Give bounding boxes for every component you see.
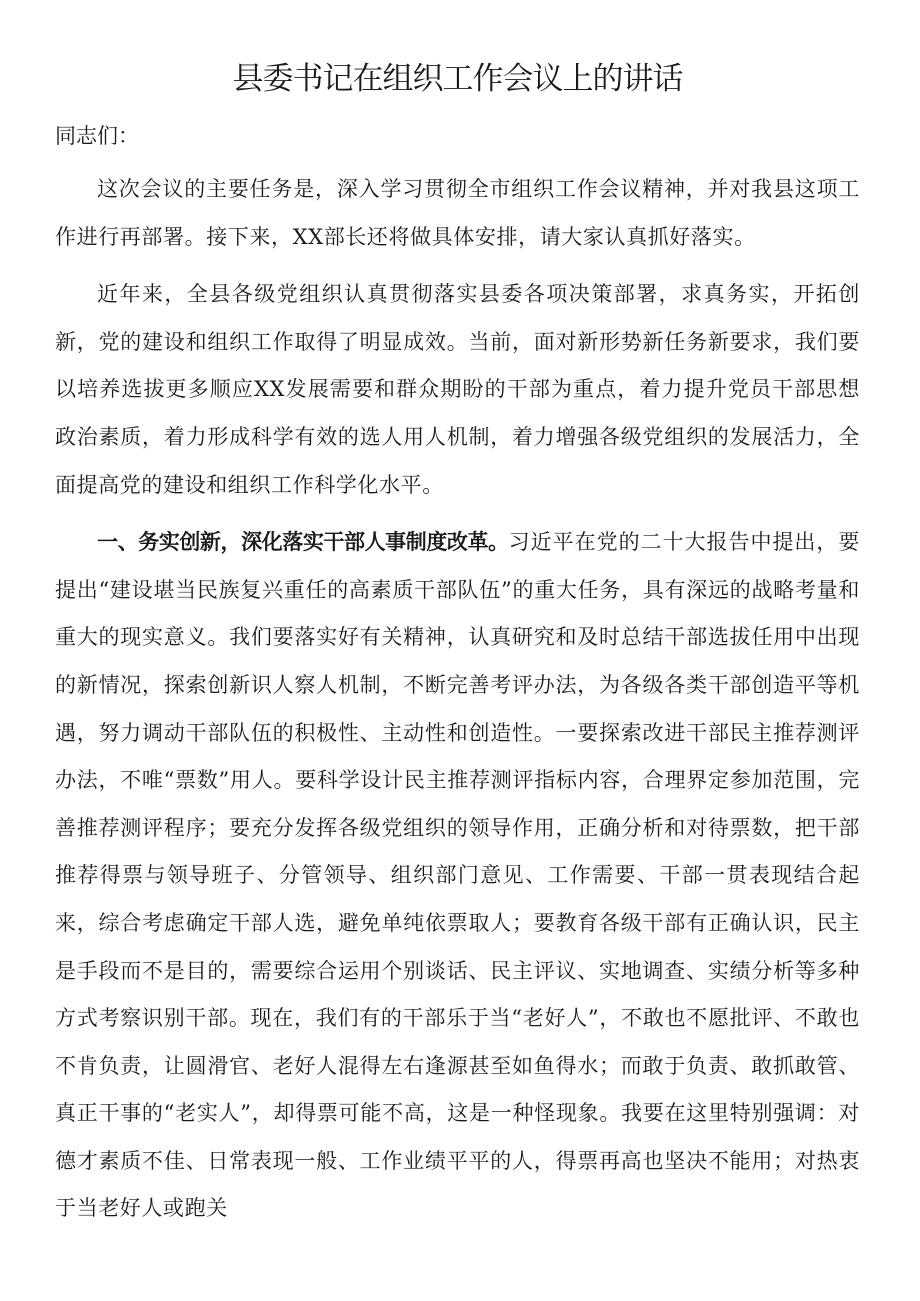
section-heading: 一、务实创新，深化落实干部人事制度改革。 bbox=[97, 530, 509, 555]
paragraph-text: 习近平在党的二十大报告中提出，要提出“建设堪当民族复兴重任的高素质干部队伍”的重大任务，具有深远的战略考量和重大的现实意义。我们要落实好有关精神，认真研究和及时总结干部选拔任用中出现的新情况，探索创新识人察人机制，不断完善考评办法，为各级各类干部创造平等机遇，努力调动干部队伍的积极性、主动性和创造性。一要探索改进干部民主推荐测评办法，不唯“票数”用人。要科学设计民主推荐测评指标内容，合理界定参加范围，完善推荐测评程序；要充分发挥各级党组织的领导作用，正确分析和对待票数，把干部推荐得票与领导班子、分管领导、组织部门意见、工作需要、干部一贯表现结合起来，综合考虑确定干部人选，避免单纯依票取人；要教育各级干部有正确认识，民主是手段而不是目的，需要综合运用个别谈话、民主评议、实地调查、实绩分析等多种方式考察识别干部。现在，我们有的干部乐于当“老好人”，不敢也不愿批评、不敢也不肯负责，让圆滑官、老好人混得左右逢源甚至如鱼得水；而敢于负责、敢抓敢管、真正干事的“老实人”，却得票可能不高，这是一种怪现象。我要在这里特别强调：对德才素质不佳、日常表现一般、工作业绩平平的人，得票再高也坚决不能用；对热衷于当老好人或跑关 bbox=[55, 530, 860, 1221]
paragraph-achievements bbox=[55, 271, 860, 509]
paragraph-section-one bbox=[55, 519, 860, 1233]
paragraph-text: 近年来，全县各级党组织认真贯彻落实县委各项决策部署，求真务实，开拓创新，党的建设和组织工作取得了明显成效。当前，面对新形势新任务新要求，我们要以培养选拔更多顺应XX发展需要和群众期盼的干部为重点，着力提升党员干部思想政治素质，着力形成科学有效的选人用人机制，着力增强各级党组织的发展活力，全面提高党的建设和组织工作科学化水平。 bbox=[55, 282, 860, 497]
paragraph-meeting-task bbox=[55, 166, 860, 261]
paragraph-text: 这次会议的主要任务是，深入学习贯彻全市组织工作会议精神，并对我县这项工作进行再部署。接下来，XX部长还将做具体安排，请大家认真抓好落实。 bbox=[55, 177, 860, 249]
salutation: 同志们： bbox=[55, 124, 139, 148]
document-title: 县委书记在组织工作会议上的讲话 bbox=[232, 61, 683, 97]
